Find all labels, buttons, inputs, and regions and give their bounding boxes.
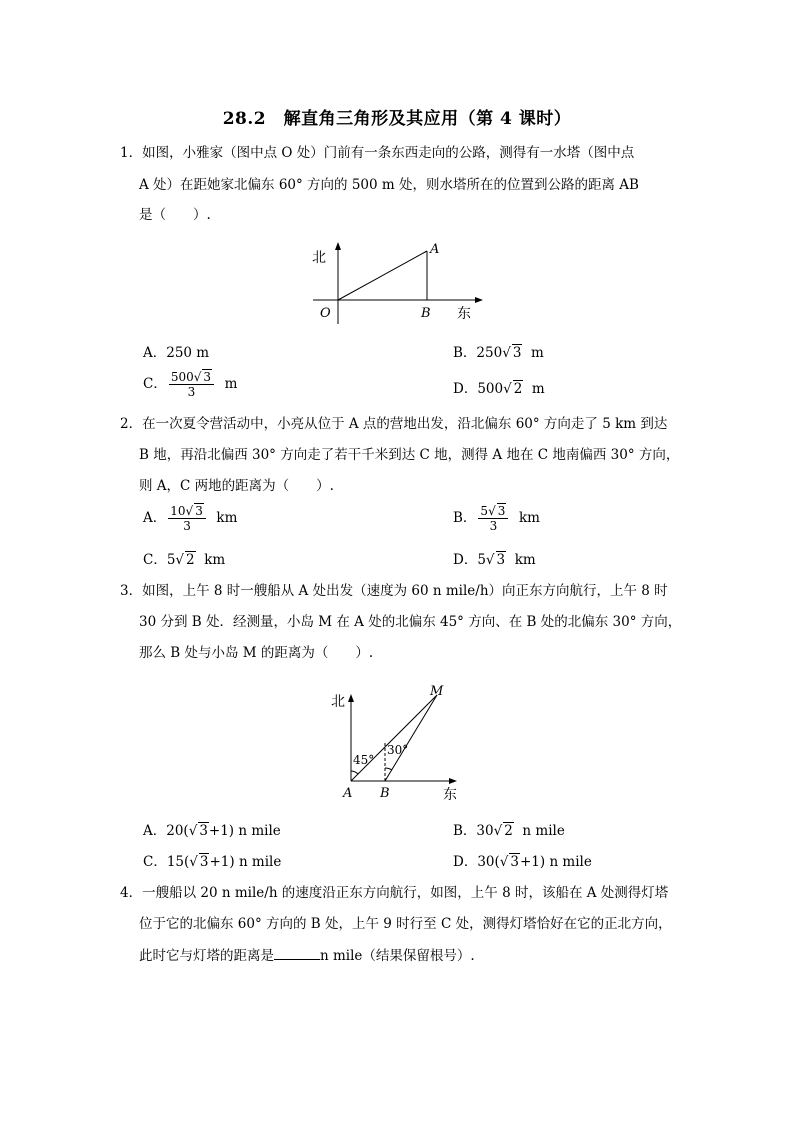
q1-option-d[interactable] <box>453 379 545 399</box>
q3-north-arrow-icon <box>348 694 354 702</box>
q4-text-line2: 位于它的北偏东 60° 方向的 B 处，上午 9 时行至 C 处，测得灯塔恰好在它的正北方向， <box>139 916 672 932</box>
q3-angle-label-45: 45° <box>353 753 375 767</box>
q3-label-east: 东 <box>443 787 457 803</box>
sqrt-symbol: √ 3 <box>188 823 208 839</box>
q2-text-line2: B 地，再沿北偏西 30° 方向走了若干千米到达 C 地，测得 A 地在 C 地南偏西 30° 方向， <box>139 447 680 463</box>
q1-optc-denominator: 3 <box>187 385 196 399</box>
sqrt-symbol: √ 2 <box>503 381 523 397</box>
sqrt-symbol: √ 3 <box>193 370 212 384</box>
q2-number: 2． <box>120 416 143 432</box>
sqrt-symbol: √ 3 <box>499 854 519 870</box>
q3-option-a[interactable] <box>143 821 281 841</box>
q1-optd-unit: m <box>531 381 545 397</box>
q3-opta-radicand: 3 <box>199 823 208 839</box>
q1-optd-radicand: 2 <box>513 381 523 397</box>
q1-line1: 如图，小雅家（图中点 O 处）门前有一条东西走向的公路，测得有一水塔（图中点 <box>142 145 635 161</box>
q3-text-line1 <box>120 581 668 601</box>
q3-optd-suffix: +1) n mile <box>519 854 592 870</box>
q3-optb-suffix: n mile <box>522 823 565 839</box>
q1-option-b[interactable] <box>453 343 544 363</box>
q3-optc-radicand: 3 <box>199 854 209 870</box>
q3-text-line2: 30 分到 B 处．经测量，小岛 M 在 A 处的北偏东 45° 方向、在 B 处的北偏东 30° 方向， <box>139 614 682 630</box>
q4-answer-blank[interactable] <box>274 945 320 960</box>
q2-optb-prefix: B． <box>453 510 477 526</box>
sqrt-symbol: √ 2 <box>493 823 513 839</box>
q2-line1: 在一次夏令营活动中，小亮从位于 A 点的营地出发，沿北偏东 60° 方向走了 5 km 到达 <box>142 416 668 432</box>
q4-text-line1 <box>120 883 668 903</box>
q3-optc-prefix: C．15( <box>143 854 190 870</box>
q3-optd-radicand: 3 <box>510 854 519 870</box>
q2-opta-prefix: A． <box>143 510 167 526</box>
q3-line1: 如图，上午 8 时一艘船从 A 处出发（速度为 60 n mile/h）向正东方向航行，上午 8 时 <box>142 583 668 599</box>
q1-label-north: 北 <box>312 250 326 266</box>
q3-optc-suffix: +1) n mile <box>209 854 282 870</box>
q1-optc-fraction <box>169 370 214 399</box>
q1-text-line3: 是（ ）. <box>139 207 211 223</box>
q3-east-arrow-icon <box>449 778 457 784</box>
q3-label-M: M <box>430 684 444 699</box>
q3-opta-prefix: A．20( <box>143 823 189 839</box>
q3-number: 3． <box>120 583 143 599</box>
q1-optb-prefix: B．250 <box>453 345 503 361</box>
q2-option-c[interactable] <box>143 550 225 570</box>
sqrt-symbol: √ 3 <box>485 552 506 568</box>
q2-optb-radicand: 3 <box>497 504 506 518</box>
q1-label-A: A <box>430 242 440 257</box>
sqrt-symbol: √ 3 <box>185 504 203 518</box>
q2-optd-prefix: D．5 <box>453 552 486 568</box>
sqrt-symbol: √ 2 <box>175 552 195 568</box>
q2-option-d[interactable] <box>453 550 536 570</box>
q1-optc-unit: m <box>224 376 238 392</box>
q2-option-b[interactable] <box>453 504 540 533</box>
q2-opta-numerator: 10 <box>170 504 186 518</box>
sqrt-symbol: √ 3 <box>189 854 209 870</box>
sqrt-symbol: √ 3 <box>488 504 506 518</box>
q1-north-arrow-icon <box>335 242 341 250</box>
q1-optb-radicand: 3 <box>512 345 522 361</box>
q4-line3-suffix: n mile（结果保留根号）. <box>320 948 475 964</box>
q4-text-line3 <box>139 945 475 966</box>
q2-text-line1 <box>120 414 667 434</box>
q1-label-O: O <box>320 306 331 321</box>
q1-label-east: 东 <box>457 306 471 322</box>
q1-optb-unit: m <box>531 345 544 361</box>
q2-opta-fraction <box>168 504 206 533</box>
q3-opta-suffix: +1) n mile <box>208 823 281 839</box>
q3-label-A: A <box>343 786 353 801</box>
q1-optc-numerator: 500 <box>170 370 194 384</box>
q1-text-line1 <box>120 143 634 163</box>
q3-option-c[interactable] <box>143 852 281 872</box>
q3-line-BM <box>385 695 437 781</box>
q1-east-arrow-icon <box>475 297 483 303</box>
q2-opta-unit: km <box>216 510 238 526</box>
q1-option-c[interactable] <box>143 370 237 399</box>
q2-optb-fraction <box>478 504 508 533</box>
q1-optc-prefix: C． <box>143 376 167 392</box>
q2-text-line3: 则 A，C 两地的距离为（ ）. <box>139 478 334 494</box>
q3-option-b[interactable] <box>453 821 565 841</box>
q2-option-a[interactable] <box>143 504 237 533</box>
q2-optc-unit: km <box>204 552 226 568</box>
q1-option-a[interactable]: A．250 m <box>143 345 210 361</box>
q1-optc-radicand: 3 <box>203 370 212 384</box>
q3-label-B: B <box>380 786 390 801</box>
q3-angle-arc-B <box>385 768 392 770</box>
q2-optd-unit: km <box>514 552 536 568</box>
q4-line3-prefix: 此时它与灯塔的距离是 <box>139 948 274 964</box>
q2-opta-radicand: 3 <box>195 504 203 518</box>
q3-optd-prefix: D．30( <box>453 854 500 870</box>
page-title: 28.2 解直角三角形及其应用（第 4 课时） <box>222 109 572 129</box>
q2-optb-unit: km <box>518 510 540 526</box>
q1-figure <box>305 238 495 328</box>
q2-optc-radicand: 2 <box>186 552 195 568</box>
q2-opta-denominator: 3 <box>183 519 191 533</box>
q1-text-line2: A 处）在距她家北偏东 60° 方向的 500 m 处，则水塔所在的位置到公路的距离 AB <box>139 177 639 193</box>
q1-optd-prefix: D．500 <box>453 381 504 397</box>
q3-optb-prefix: B．30 <box>453 823 494 839</box>
q3-angle-label-30: 30° <box>387 743 409 757</box>
q2-optc-prefix: C．5 <box>143 552 176 568</box>
q3-figure <box>325 680 475 805</box>
sqrt-symbol: √ 3 <box>502 345 522 361</box>
q1-line-OA <box>338 251 427 300</box>
q1-number: 1． <box>120 145 143 161</box>
q3-label-north: 北 <box>331 694 345 710</box>
q3-option-d[interactable] <box>453 852 592 872</box>
q3-angle-arc-A <box>351 771 358 774</box>
q2-optd-radicand: 3 <box>496 552 506 568</box>
q2-optb-numerator: 5 <box>480 504 489 518</box>
q3-optb-radicand: 2 <box>504 823 513 839</box>
q2-optb-denominator: 3 <box>489 519 498 533</box>
q4-number: 4． <box>120 885 143 901</box>
q1-label-B: B <box>421 306 431 321</box>
q3-text-line3: 那么 B 处与小岛 M 的距离为（ ）. <box>139 645 374 661</box>
q4-line1: 一艘船以 20 n mile/h 的速度沿正东方向航行，如图，上午 8 时，该船在 A 处测得灯塔 <box>142 885 669 901</box>
q3-line-AM <box>351 695 437 781</box>
